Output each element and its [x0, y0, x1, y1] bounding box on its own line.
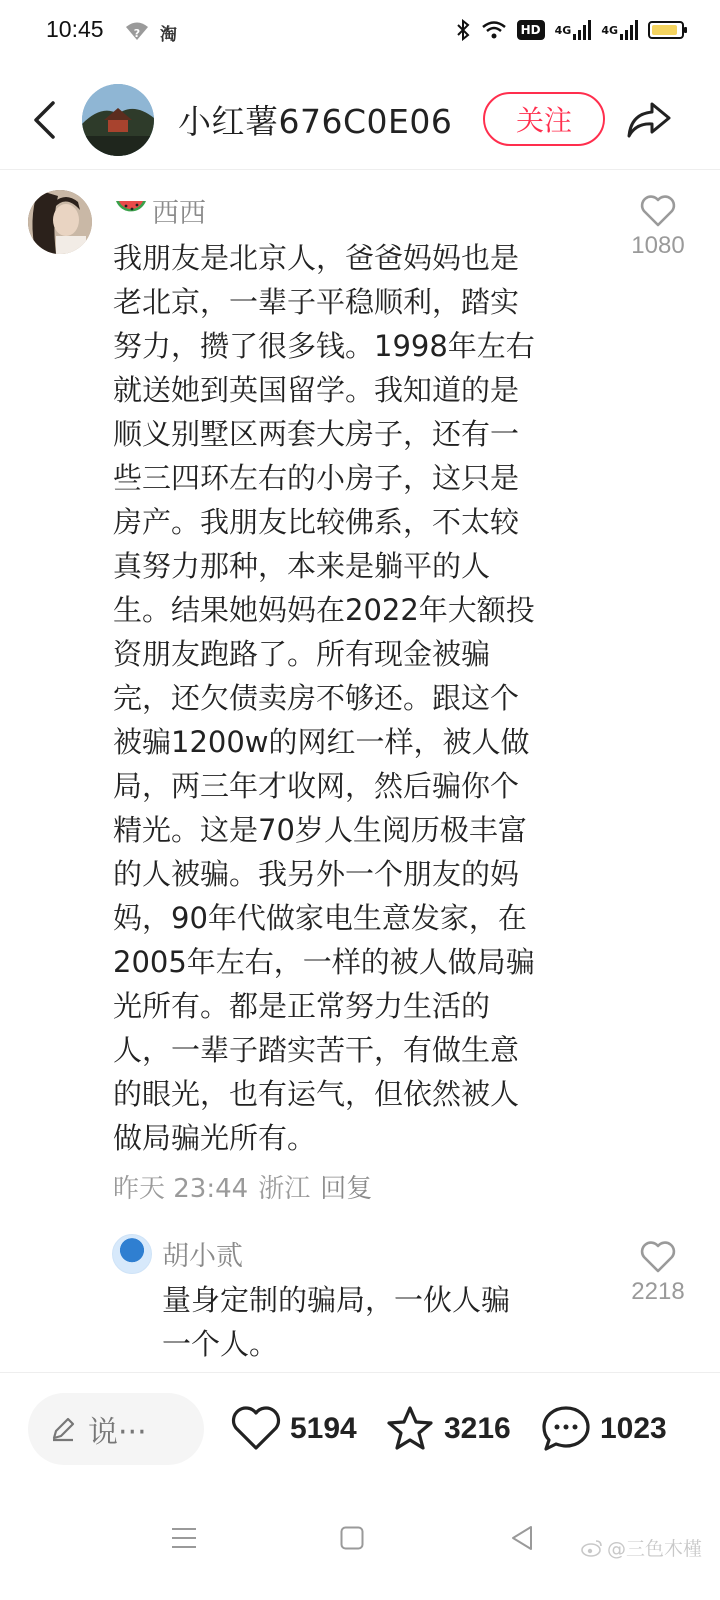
watermark-text: @三色木槿 — [606, 1538, 702, 1560]
comment-like-button[interactable] — [622, 194, 694, 260]
comment-meta — [113, 1168, 372, 1205]
reply-button[interactable]: 回复 — [320, 1174, 373, 1204]
comment-input-placeholder: 说··· — [88, 1415, 147, 1450]
heart-outline-icon — [639, 194, 677, 228]
share-button[interactable] — [624, 96, 674, 144]
nav-back-button[interactable] — [492, 1508, 552, 1568]
commenter-avatar[interactable] — [28, 190, 92, 254]
battery-icon — [648, 21, 684, 39]
author-avatar[interactable] — [82, 84, 154, 156]
comment-time: 昨天 23:44 — [113, 1174, 249, 1204]
chat-bubble-icon — [540, 1404, 592, 1454]
share-icon — [626, 100, 672, 140]
nav-home-button[interactable] — [322, 1508, 382, 1568]
reply-like-button[interactable] — [622, 1240, 694, 1306]
comment-input[interactable] — [28, 1393, 204, 1465]
replier-avatar[interactable] — [112, 1234, 152, 1274]
svg-text:?: ? — [133, 27, 141, 40]
replier-name[interactable]: 胡小贰 — [162, 1241, 243, 1272]
reply-like-count: 2218 — [631, 1278, 685, 1305]
signal-4g-icon: 4G — [555, 18, 592, 42]
commenter-name-text: 西西 — [152, 197, 206, 229]
comment-body[interactable]: 我朋友是北京人，爸爸妈妈也是 老北京，一辈子平稳顺利，踏实 努力，攒了很多钱。1998年左右 就送她到英国留学。我知道的是 顺义别墅区两套大房子，还有一 些三四环左右的小房子，这只是 房产。我朋友比较佛系，不太较 真努力那种，本来是躺平的人 生。结果她妈妈在2022年大额投 资朋友跑路了。所有现金被骗 完，还欠债卖房不够还。跟这个 被骗1200w的网红一样，被人做 局，两三年才收网，然后骗你个 精光。这是70岁人生阅历极丰富 的人被骗。我另外一个朋友的妈 妈，90年代做家电生意发家，在 2005年左右，一样的被人做局骗 光所有。都是正常努力生活的 人，一辈子踏实苦干，有做生意 的眼光，也有运气，但依然被人 做局骗光所有。 — [113, 241, 535, 1155]
reply-body[interactable]: 量身定制的骗局，一伙人骗 一个人。 — [162, 1283, 511, 1361]
chevron-left-icon — [31, 100, 57, 140]
taobao-icon: 淘 — [160, 25, 177, 45]
author-username[interactable]: 小红薯676C0E06 — [178, 102, 453, 141]
like-count: 5194 — [290, 1412, 357, 1445]
heart-outline-icon — [639, 1240, 677, 1274]
like-button[interactable] — [230, 1399, 357, 1459]
nav-menu-button[interactable] — [154, 1508, 214, 1568]
wifi-question-icon — [124, 20, 150, 46]
comment-like-count: 1080 — [631, 232, 685, 259]
back-button[interactable] — [24, 96, 64, 144]
square-home-icon — [340, 1526, 364, 1550]
comments-count: 1023 — [600, 1412, 667, 1445]
watermelon-icon — [114, 195, 148, 225]
status-time: 10:45 — [46, 16, 104, 42]
heart-icon — [230, 1406, 282, 1452]
post-header — [0, 70, 720, 170]
favorite-button[interactable] — [384, 1399, 511, 1459]
favorite-count: 3216 — [444, 1412, 511, 1445]
weibo-logo-icon — [581, 1539, 603, 1557]
commenter-name[interactable] — [114, 192, 206, 228]
follow-button[interactable]: 关注 — [483, 92, 605, 146]
bottom-action-bar — [0, 1372, 720, 1484]
hd-icon: HD — [517, 18, 545, 42]
pencil-icon — [50, 1416, 76, 1442]
status-bar — [0, 0, 720, 64]
battery-level — [652, 25, 677, 35]
triangle-back-icon — [510, 1525, 534, 1551]
weibo-watermark — [581, 1534, 702, 1561]
signal-4g-icon: 4G — [601, 18, 638, 42]
wifi-icon — [481, 18, 507, 42]
comment-location: 浙江 — [258, 1174, 311, 1204]
bluetooth-icon — [455, 18, 471, 42]
comments-button[interactable] — [540, 1399, 667, 1459]
star-icon — [384, 1404, 436, 1454]
menu-icon — [171, 1527, 197, 1549]
